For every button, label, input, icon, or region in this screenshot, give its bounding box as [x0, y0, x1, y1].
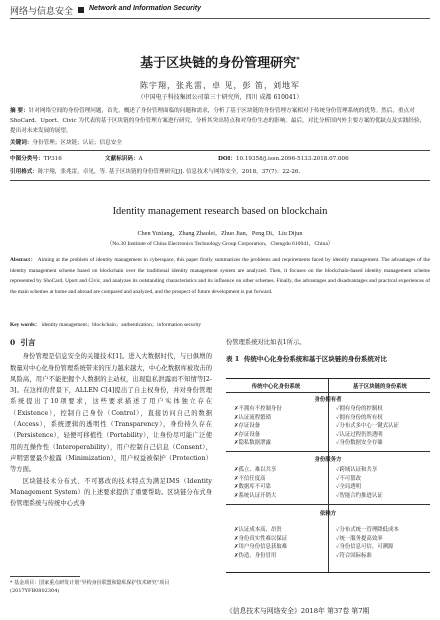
- table-caption-text: 传统中心化身份系统和基于区块链的身份系统对比: [243, 355, 387, 363]
- body-left-column: [10, 337, 212, 509]
- meta-divider-bottom: [10, 180, 430, 181]
- authors-cn: 陈宇翔，张兆雷，卓 见，彭 笛，刘地军: [139, 81, 301, 90]
- table-cell: ✗不信任度高: [234, 475, 266, 482]
- keywords-en: [10, 320, 430, 328]
- citation-label: 引用格式：: [10, 169, 38, 175]
- abstract-cn-text: 针对网络空间的身份管理问题，首先，概述了身份管理面临的问题和需求，分析了基于区块链的身份管理方案相对于传统身份管理系统的优势。然后，重点对 ShoCard、Uport、Civic 为代表的基于区块链的身份管理方案进行研究，分析其突出特点和对身份生态的影响。最后，对比分析国内外主要方案的优缺点及实践经验，提出对未来发展的展望。: [10, 108, 426, 134]
- table-section-title: 身份服务方: [314, 457, 342, 463]
- abstract-en: [10, 255, 430, 298]
- table-right-list: [336, 466, 383, 500]
- footnote-divider: [10, 576, 80, 577]
- header-divider: [10, 18, 430, 19]
- table-caption-number: 表 1: [226, 355, 240, 363]
- table-section-title: 依赖方: [319, 511, 337, 517]
- table-right-list: [336, 405, 399, 448]
- table-left-list: [234, 405, 282, 448]
- table-cell: ✗认证成本高、昂贵: [234, 527, 282, 533]
- table-header-blockchain: 基于区块链的身份系统: [353, 384, 407, 390]
- table-cell: ✗隐私数据泄露: [234, 440, 271, 447]
- keywords-cn-text: 身份管理；区块链；认证；信息安全: [32, 140, 122, 146]
- abstract-en-text: Aiming at the problem of identity management in cyberspace, this paper firstly summarizes the problems and requirements faced by identity management. The advantages of the identity management scheme based on blockchain over the traditional identity management system are analyzed. Then, it focuses on the blockchain-based identity management scheme represented by ShoCard, Uport and Civic, and analyzes its outstanding characteristics and its influence on other schemes. Finally, the advantages and disadvantages and practical experiences of the main schemes at home and abroad are compared and analyzed, and the prospect of future development is put forward.: [10, 257, 430, 296]
- section-number: 0: [10, 338, 16, 347]
- table-cell: ✓拥有身份的控制权: [336, 406, 383, 412]
- keywords-en-label: Key words：: [10, 322, 41, 328]
- table-cell: ✓分布式多中心一键式认证: [336, 423, 399, 430]
- table-cell: ✓跨域认证和共享: [336, 467, 378, 473]
- abstract-cn: [10, 106, 430, 136]
- header-bullet-icon: [78, 7, 84, 13]
- citation-text: 陈宇翔，张兆雷，卓见，等. 基于区块链的身份管理研究[J]. 信息技术与网络安全，2018，37(7)：22-26.: [37, 169, 301, 175]
- clc-label: 中图分类号：: [10, 156, 44, 162]
- body-paragraph: 区块链技术分布式、不可篡改的技术特点为满足IMS（Identity Management System）的上述要求提供了重要帮助。区块链分布式身份管理系统与传统中心式身: [10, 477, 212, 508]
- table-cell: ✗身份真实性难以保证: [234, 535, 288, 542]
- affiliation-en: （No.30 Institute of China Electronics Technology Group Corporation，Chengdu 610041，China）: [106, 241, 334, 247]
- doi-value: 10.19358/j.issn.2096-5133.2018.07.006: [235, 156, 349, 162]
- table-cell: ✓身份数据安全存储: [336, 440, 383, 447]
- affiliation-cn: （中国电子科技集团公司第三十研究所，四川 成都 610041）: [137, 94, 303, 101]
- journal-section-cn: 网络与信息安全: [10, 7, 74, 17]
- table-rule: [226, 504, 430, 505]
- abstract-en-label: Abstract：: [10, 257, 37, 263]
- authors-en: Chen Yuxiang，Zhang Zhaolei，Zhuo Jian，Peng Di，Liu Dijun: [137, 230, 303, 237]
- table-cell: ✗孤立、难以共享: [234, 467, 277, 473]
- citation: [10, 167, 430, 175]
- footnote: * 基金项目：国家重点研发计划“异构身份联盟和隐私保护技术研究”项目(2017YFB0802304): [10, 580, 170, 594]
- table-cell: ✗存证设备: [234, 423, 261, 430]
- body-paragraph: 身份管理是信息安全的关键技术[1]。进入大数据时代，与日俱增的数量对中心化身份管理系统带来的压力越来越大，中心化数据库被攻击的风险高，用户不能把握个人数据的主动权，出现隐私泄露而不知情等[2-3]。在这样的背景下，ALLEN C[4]提出了自主权身份，并对身份管理系统提出了10项要求，这些要求描述了用户实体独立存在（Existence），控制自己身份（Control），直接访问自己的数据（Access），系统逻辑的透明性（Transparency），身份持久存在（Persistence），轻便可移植性（Portability），让身份尽可能广泛使用的互操作性（Interoperability），用户控制自己信息（Consent），声明需要最少披露（Minimization），用户权益被保护（Protection）等方面。: [10, 353, 212, 474]
- abstract-cn-label: 摘 要：: [10, 108, 29, 114]
- keywords-cn-label: 关键词：: [10, 140, 33, 146]
- paper-title: [0, 52, 440, 71]
- table-column-rule: [328, 379, 329, 572]
- table-cell: ✓认证过程仍然透明: [336, 431, 383, 438]
- table-caption: [226, 354, 430, 364]
- page-footer: 《信息技术与网络安全》2018年 第37卷 第7期: [226, 607, 370, 615]
- section-heading: [10, 337, 212, 348]
- table-cell: ✓分布式统一管理降低成本: [336, 527, 399, 533]
- keywords-cn: [10, 138, 122, 146]
- clc-number: [10, 154, 62, 162]
- table-left-list: [234, 466, 276, 500]
- table-cell: ✗认证流程繁琐: [234, 414, 271, 421]
- table-cell: ✓全局透明: [336, 484, 362, 491]
- paper-title-text: 基于区块链的身份管理研究: [140, 56, 297, 71]
- table-cell: ✓智能合约推进认证: [336, 492, 383, 499]
- table-cell: ✗存证设备: [234, 431, 261, 438]
- table-cell: ✗不拥有不控制身份: [234, 406, 282, 412]
- doc-code: [105, 154, 143, 162]
- section-title: 引言: [20, 338, 36, 347]
- title-footnote-mark: *: [296, 55, 300, 64]
- table-left-list: [234, 526, 287, 560]
- table-section-title: 身份拥有者: [314, 397, 342, 403]
- table-cell: ✓统一服务提高效率: [336, 535, 383, 542]
- table-header-traditional: 传统中心化身份系统: [251, 384, 301, 390]
- table-cell: ✓不可篡改: [336, 475, 362, 482]
- table-cell: ✓拥有身份的所有权: [336, 414, 383, 421]
- table-cell: ✗用户身份信息获取难: [234, 544, 288, 551]
- doc-label: 文献标识码：: [105, 156, 139, 162]
- doi: [218, 154, 349, 162]
- clc-value: TP316: [43, 156, 62, 162]
- meta-divider-top: [10, 150, 430, 151]
- table-cell: ✗系统认证开销大: [234, 492, 277, 499]
- keywords-en-text: identity management；blockchain；authentication；information security: [41, 322, 202, 328]
- doc-value: A: [138, 156, 143, 162]
- comparison-table: [226, 378, 430, 573]
- table-cell: ✗数据库不可靠: [234, 484, 271, 491]
- body-right-intro: 份管理系统对比如表1所示。: [226, 339, 306, 346]
- doi-label: DOI：: [218, 156, 236, 162]
- table-cell: ✗伪造、身份冒用: [234, 552, 277, 559]
- paper-title-en: Identity management research based on blockchain: [112, 206, 328, 217]
- table-right-list: [336, 526, 399, 560]
- table-cell: ✓身份信息可信、可溯源: [336, 544, 394, 551]
- journal-section-en: Network and Information Security: [89, 5, 202, 12]
- table-rule: [226, 451, 430, 452]
- table-cell: ✓符合国际标准: [336, 552, 372, 559]
